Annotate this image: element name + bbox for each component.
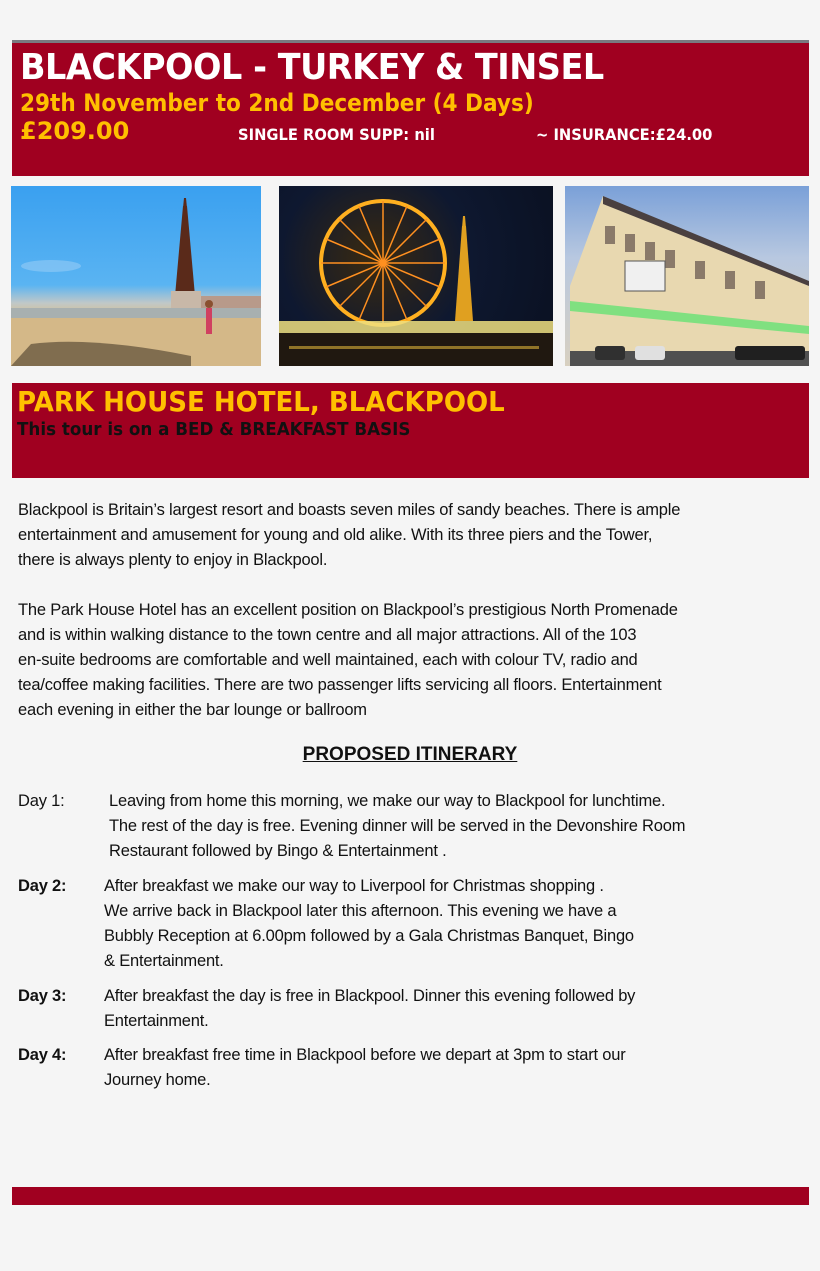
footer-bar	[12, 1187, 809, 1205]
photo-park-house-hotel	[565, 186, 809, 366]
text-line: The Park House Hotel has an excellent position on Blackpool’s prestigious North Promenade	[18, 601, 678, 619]
day-label: Day 4:	[18, 1046, 67, 1064]
day-label: Day 3:	[18, 987, 67, 1005]
text-line: Blackpool is Britain’s largest resort and boasts seven miles of sandy beaches. There is ample	[18, 501, 681, 519]
tour-title: BLACKPOOL - TURKEY & TINSEL	[20, 47, 604, 88]
tour-price: £209.00	[20, 117, 130, 145]
single-room-supplement: SINGLE ROOM SUPP: nil	[238, 125, 435, 144]
ferris-wheel-illustration	[279, 186, 553, 366]
text-line: en-suite bedrooms are comfortable and well maintained, each with colour TV, radio and	[18, 651, 638, 669]
text-line: After breakfast free time in Blackpool before we depart at 3pm to start our	[104, 1046, 626, 1064]
itinerary-title: PROPOSED ITINERARY	[302, 744, 518, 765]
text-line: each evening in either the bar lounge or ballroom	[18, 701, 367, 719]
text-line: entertainment and amusement for young and old alike. With its three piers and the Tower,	[18, 526, 653, 544]
day-description	[109, 789, 799, 864]
text-line: After breakfast we make our way to Liverpool for Christmas shopping .	[104, 877, 604, 895]
text-line: and is within walking distance to the town centre and all major attractions. All of the 103	[18, 626, 637, 644]
text-line: Bubbly Reception at 6.00pm followed by a Gala Christmas Banquet, Bingo	[104, 927, 634, 945]
text-line: & Entertainment.	[104, 952, 224, 970]
photo-ferris-wheel-night	[279, 186, 553, 366]
resort-description	[18, 498, 808, 573]
hotel-name: PARK HOUSE HOTEL, BLACKPOOL	[17, 385, 505, 418]
tour-dates: 29th November to 2nd December (4 Days)	[20, 89, 534, 117]
text-line: Journey home.	[104, 1071, 211, 1089]
hotel-description	[18, 598, 808, 723]
tower-beach-illustration	[11, 186, 261, 366]
photo-blackpool-tower-beach	[11, 186, 261, 366]
text-line: Leaving from home this morning, we make our way to Blackpool for lunchtime.	[109, 792, 666, 810]
insurance-price: ~ INSURANCE:£24.00	[536, 125, 713, 144]
day-label: Day 2:	[18, 877, 67, 895]
hotel-illustration	[565, 186, 809, 366]
header-banner	[12, 40, 809, 176]
text-line: After breakfast the day is free in Blackpool. Dinner this evening followed by	[104, 987, 636, 1005]
hotel-banner	[12, 383, 809, 478]
text-line: The rest of the day is free. Evening dinner will be served in the Devonshire Room	[109, 817, 686, 835]
text-line: Entertainment.	[104, 1012, 209, 1030]
text-line: there is always plenty to enjoy in Blackpool.	[18, 551, 328, 569]
text-line: We arrive back in Blackpool later this afternoon. This evening we have a	[104, 902, 617, 920]
board-basis: This tour is on a BED & BREAKFAST BASIS	[17, 419, 411, 440]
text-line: tea/coffee making facilities. There are two passenger lifts servicing all floors. Entertainment	[18, 676, 662, 694]
day-description	[104, 874, 744, 974]
text-line: Restaurant followed by Bingo & Entertainment .	[109, 842, 447, 860]
day-description	[104, 1043, 754, 1093]
day-label: Day 1:	[18, 792, 65, 810]
day-description	[104, 984, 754, 1034]
